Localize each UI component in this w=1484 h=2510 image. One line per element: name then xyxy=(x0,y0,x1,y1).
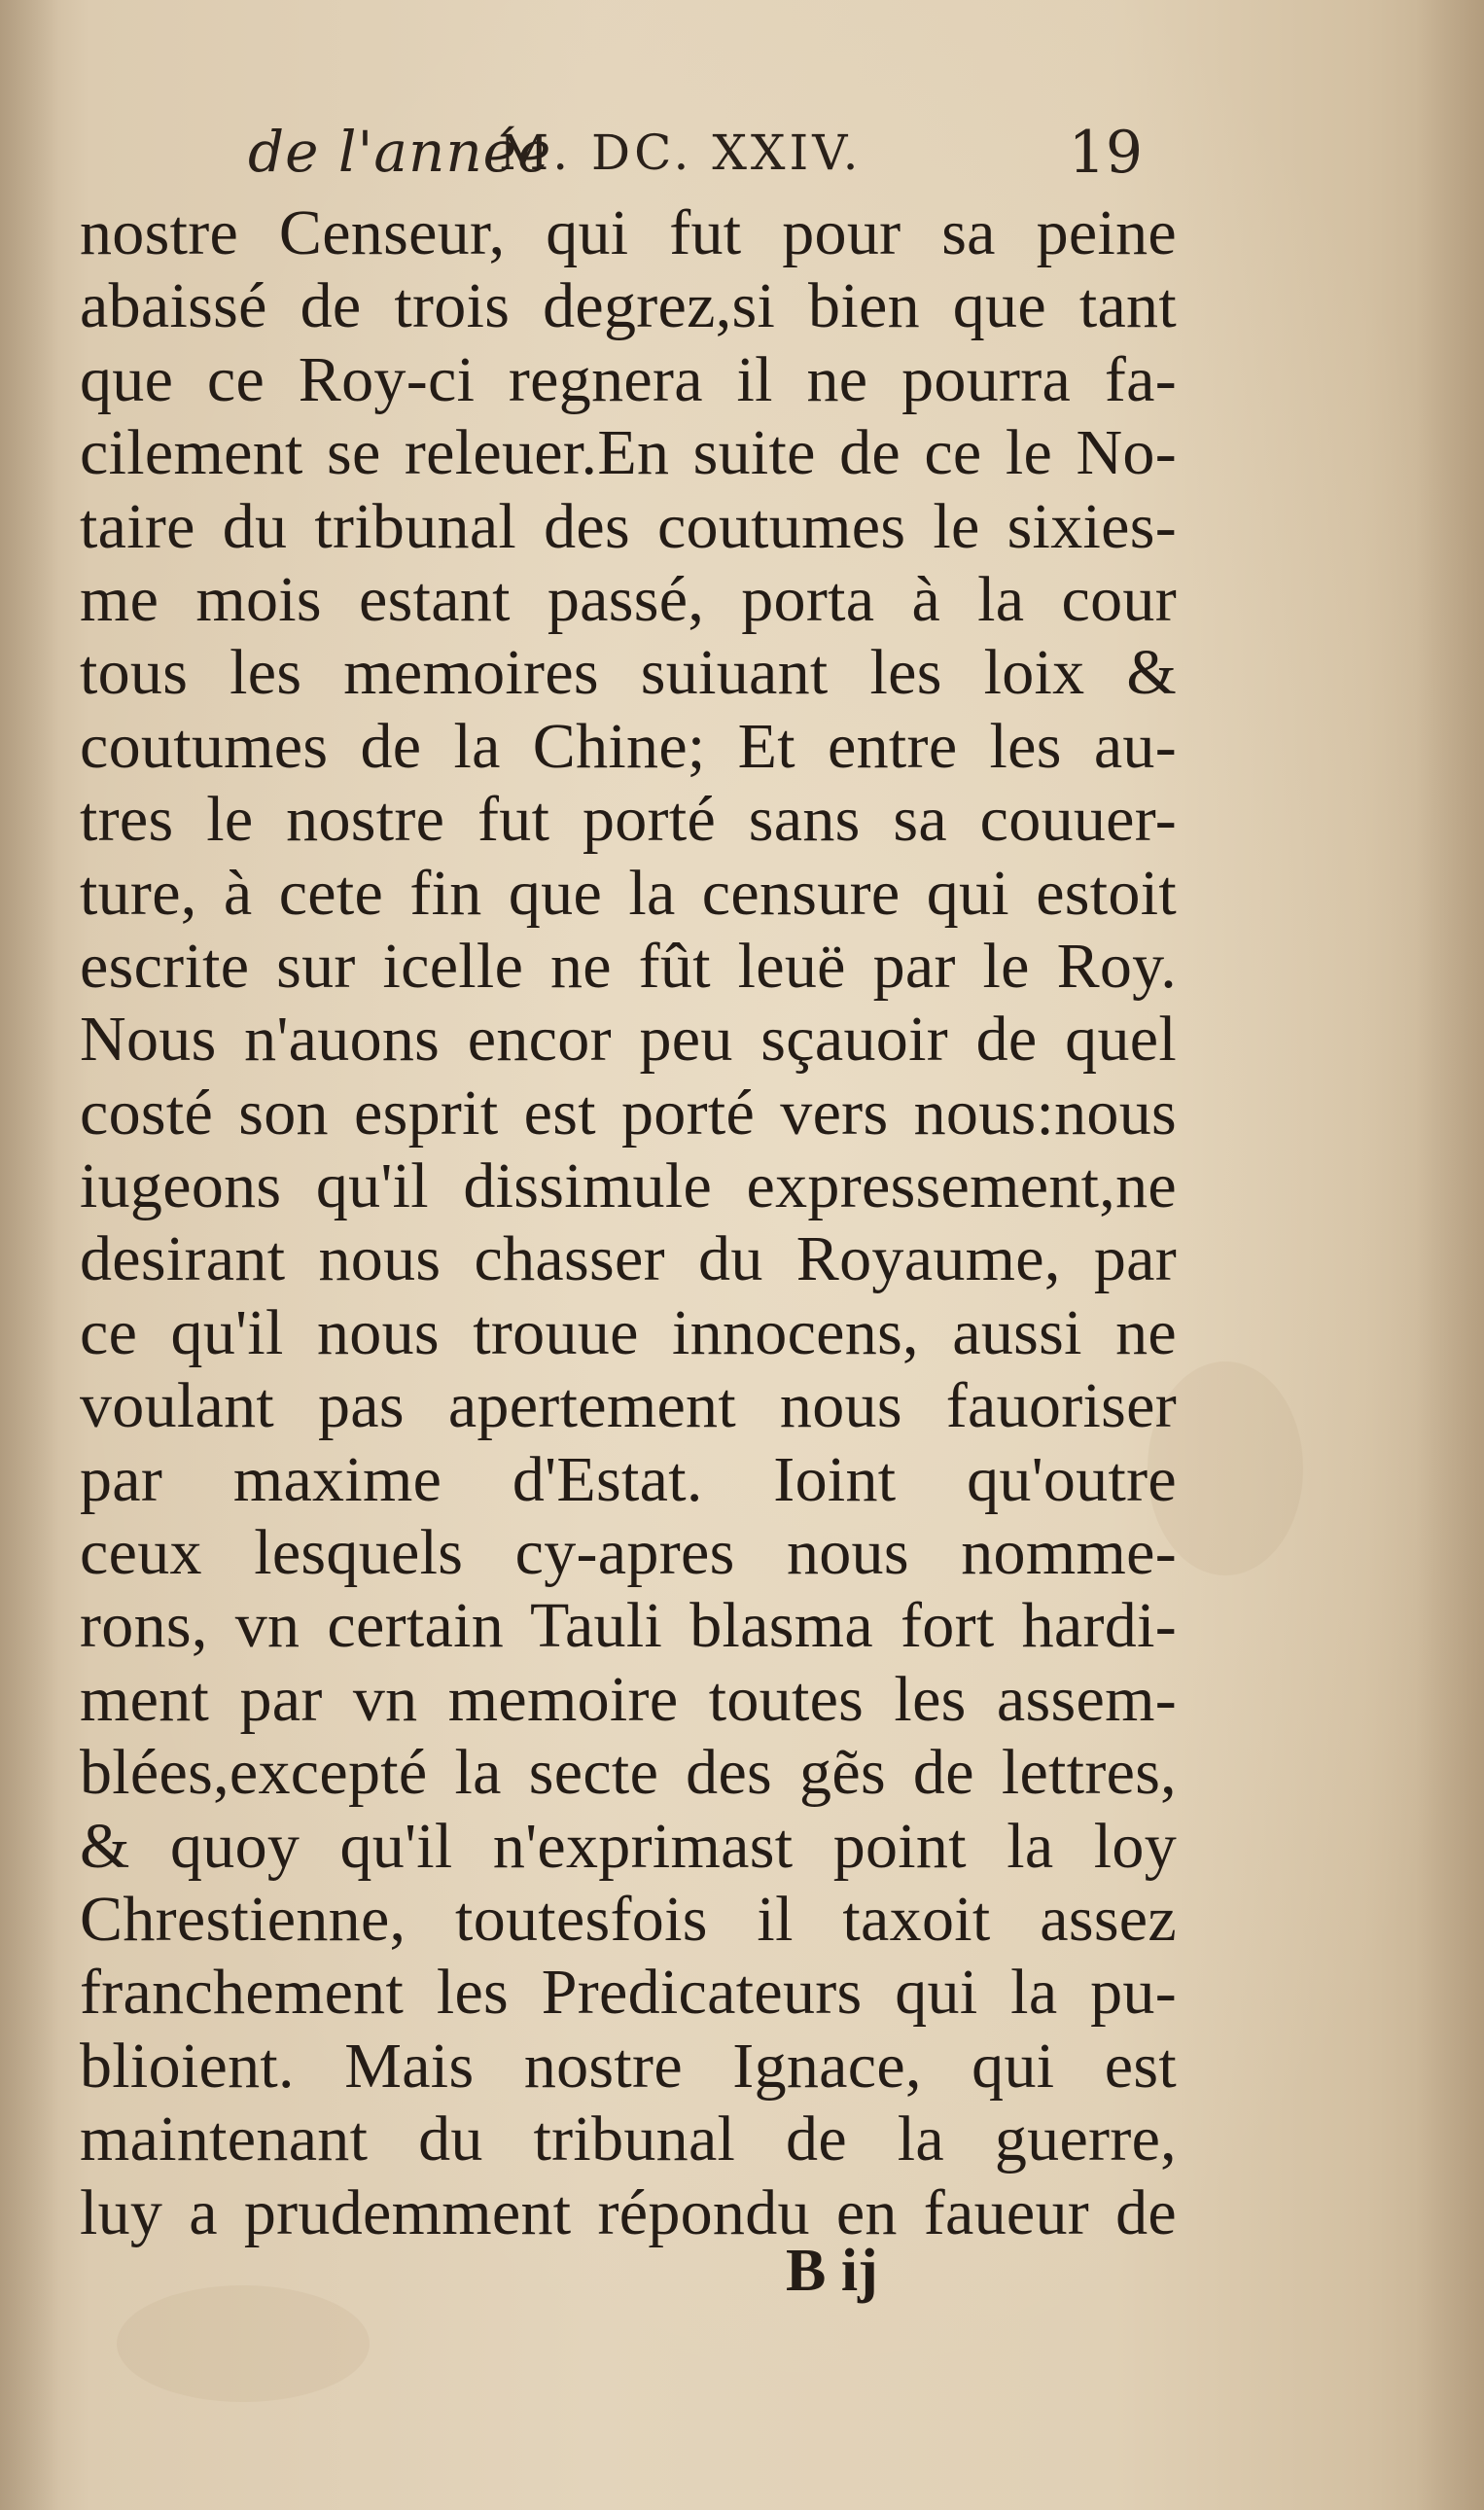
page-edge-shadow-right xyxy=(1416,0,1484,2510)
running-title: de l'année xyxy=(248,119,552,185)
text-line: ment par vn memoire toutes les assem- xyxy=(80,1663,1177,1735)
text-line: iugeons qu'il dissimule expressement,ne xyxy=(80,1150,1177,1222)
signature-mark: B ij xyxy=(786,2238,878,2304)
text-line: que ce Roy-ci regnera il ne pourra fa- xyxy=(80,343,1177,415)
running-date: M. DC. XXIV. xyxy=(499,124,863,181)
text-line: ture, à cete fin que la censure qui estoit xyxy=(80,857,1177,929)
text-line: ce qu'il nous trouue innocens, aussi ne xyxy=(80,1296,1177,1368)
text-line: par maxime d'Estat. Ioint qu'outre xyxy=(80,1443,1177,1515)
text-line: blioient. Mais nostre Ignace, qui est xyxy=(80,2030,1177,2102)
page-number: 19 xyxy=(1068,119,1143,187)
text-line: blées,excepté la secte des gẽs de lettres, xyxy=(80,1737,1177,1809)
text-line: nostre Censeur, qui fut pour sa peine xyxy=(80,197,1177,268)
text-line: taire du tribunal des coutumes le sixies- xyxy=(80,490,1177,562)
text-line: maintenant du tribunal de la guerre, xyxy=(80,2103,1177,2175)
text-line: desirant nous chasser du Royaume, par xyxy=(80,1223,1177,1295)
page-edge-shadow-left xyxy=(0,0,58,2510)
text-line: Nous n'auons encor peu sçauoir de quel xyxy=(80,1004,1177,1076)
text-line: cilement se releuer.En suite de ce le No- xyxy=(80,417,1177,489)
page-footer xyxy=(0,2237,1484,2324)
text-line: Chrestienne, toutesfois il taxoit assez xyxy=(80,1883,1177,1955)
body-text xyxy=(80,196,1177,2249)
text-line: tous les memoires suiuant les loix & xyxy=(80,637,1177,709)
text-line: coutumes de la Chine; Et entre les au- xyxy=(80,710,1177,782)
text-line: franchement les Predicateurs qui la pu- xyxy=(80,1957,1177,2029)
text-line: voulant pas apertement nous fauoriser xyxy=(80,1370,1177,1442)
text-line: escrite sur icelle ne fût leuë par le Roy. xyxy=(80,930,1177,1002)
text-line: rons, vn certain Tauli blasma fort hardi- xyxy=(80,1590,1177,1662)
text-line: & quoy qu'il n'exprimast point la loy xyxy=(80,1810,1177,1882)
text-line: me mois estant passé, porta à la cour xyxy=(80,563,1177,635)
text-line: luy a prudemment répondu en faueur de xyxy=(80,2176,1177,2248)
text-line: ceux lesquels cy-apres nous nomme- xyxy=(80,1517,1177,1589)
running-header xyxy=(248,115,1143,202)
text-line: costé son esprit est porté vers nous:nous xyxy=(80,1077,1177,1149)
text-line: tres le nostre fut porté sans sa couuer- xyxy=(80,784,1177,856)
text-line: abaissé de trois degrez,si bien que tant xyxy=(80,270,1177,342)
